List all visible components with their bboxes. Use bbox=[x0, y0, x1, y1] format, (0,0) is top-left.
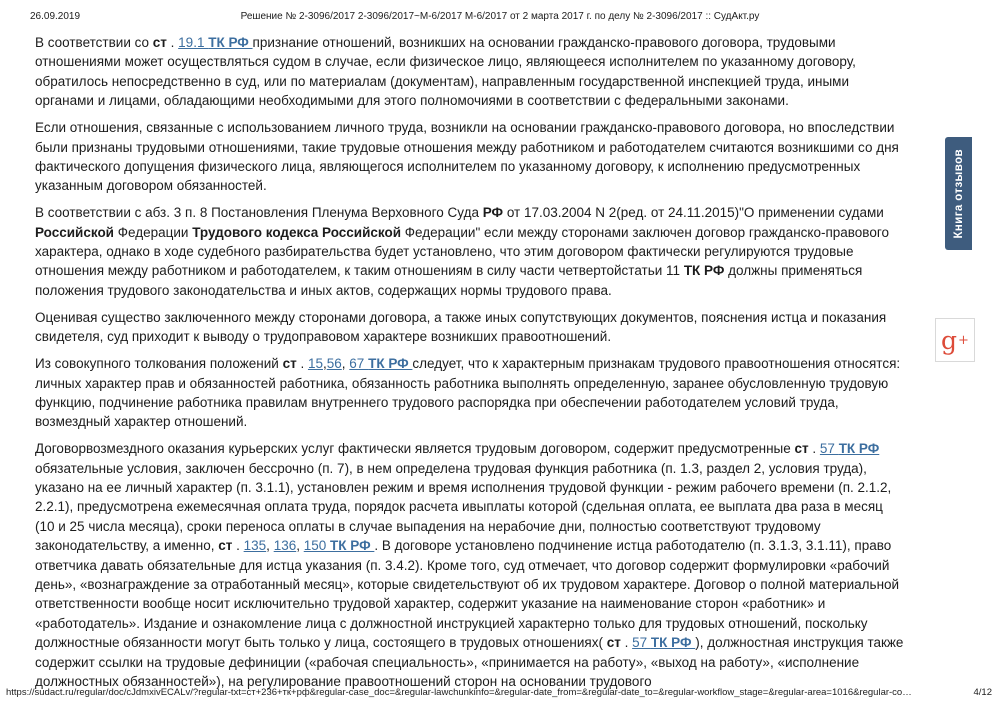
text-run: Федерации bbox=[113, 224, 193, 240]
text-run: Если отношения, связанные с использованием личного труда, возникли на основании гражданско-правового договора, но впоследствии были признаны трудовыми отношениями, такие трудовые отношения между работником и работодателем считаются возникшими со дня фактического допущения физического лица, являющегося исполнителем по указанному договору, к исполнению предусмотренных указанным договором обязанностей. bbox=[35, 120, 899, 194]
text-run: ст bbox=[794, 441, 809, 457]
law-article-link[interactable]: 67 bbox=[349, 356, 369, 372]
print-header bbox=[30, 11, 970, 25]
text-run: следует, что к характерным признакам трудового правоотношения относятся: личных характер прав и обязанностей работника, обязанность работника выполнять определенную, заранее обусловленную трудовую функцию, подчинение работника правилам внутреннего трудового распорядка при обеспечении работодателем условий труда, возмездный характер отношений. bbox=[35, 356, 901, 430]
text-run: ст bbox=[282, 356, 297, 372]
google-plus-icon: g bbox=[941, 325, 958, 355]
google-plus-share-button[interactable] bbox=[935, 318, 975, 362]
footer-url: https://sudact.ru/regular/doc/cJdmxivECALv/?regular-txt=ст+236+тк+рф&regular-case_doc=&regular-lawchunkinfo=&regular-date_from=&regular-date_to=&regular-workflow_stage=&regular-area=1016&regular-co… bbox=[6, 687, 912, 698]
law-article-link[interactable]: 136 bbox=[273, 538, 297, 554]
law-article-link[interactable]: ТК РФ bbox=[208, 35, 253, 50]
text-run: В соответствии со bbox=[35, 35, 153, 50]
law-article-link[interactable]: 19.1 bbox=[178, 35, 209, 50]
text-run: . В договоре установлено подчинение истца работодателю (п. 3.1.3, 3.1.11), право ответчика давать обязательные для истца указания (п. 3.4.2). Кроме того, суд отмечает, что договор содержит формулировки «рабочий день», «вознаграждение за отработанный месяц», которые свидетельствуют об их трудовом характере. Договор о полной материальной ответственности вообще носит исключительно трудовой характер, содержит указание на наименование сторон «работник» и «работодатель». Издание и ознакомление лица с должностной инструкцией характерно только для трудовых отношений, поскольку должностные обязанности могут быть только у лица, состоящего в трудовых отношениях( bbox=[35, 538, 900, 651]
text-run: Договорвозмездного оказания курьерских услуг фактически является трудовым договором, содержит предусмотренные bbox=[35, 441, 795, 457]
paragraph bbox=[35, 308, 905, 347]
paragraph bbox=[35, 118, 905, 196]
law-article-link[interactable]: 135 bbox=[243, 538, 267, 554]
text-run: от 17.03.2004 N 2(ред. от 24.11.2015)"О применении судами bbox=[503, 205, 884, 221]
law-article-link[interactable]: 15 bbox=[307, 356, 323, 372]
text-run: . bbox=[232, 538, 244, 554]
text-run: ст bbox=[606, 635, 621, 651]
law-article-link[interactable]: 57 bbox=[819, 441, 839, 457]
text-run: ст bbox=[152, 35, 167, 50]
text-run: ст bbox=[218, 538, 233, 554]
feedback-book-tab-label: Книга отзывов bbox=[952, 148, 965, 239]
document-body bbox=[35, 33, 905, 699]
text-run: обязательные условия, заключен бессрочно (п. 7), в нем определена трудовая функция работника (п. 1.3, раздел 2, условия труда), указано на ее личный характер (п. 3.1.1), установлен режим и время исполнения трудовой функции - режим рабочего времени (п. 2.1.2, 2.2.1), предусмотрена ежемесячная оплата труда, порядок расчета ивыплаты которой (сдельная оплата, ее выплата два раза в месяц (10 и 25 числа месяца), сроки переноса оплаты в случае выпадения на нерабочие дни, полностью соответствуют трудовому законодательству, а именно, bbox=[35, 460, 892, 554]
paragraph bbox=[35, 203, 905, 300]
law-article-link[interactable]: ТК РФ bbox=[650, 635, 696, 651]
text-run: должны применяться положения трудового законодательства и иных актов, содержащих нормы трудового права. bbox=[35, 263, 863, 298]
text-run: Трудового кодекса Российской bbox=[192, 224, 402, 240]
text-run: Российской bbox=[35, 224, 114, 240]
print-footer bbox=[6, 687, 992, 698]
law-article-link[interactable]: ТК РФ bbox=[368, 356, 413, 372]
text-run: . bbox=[620, 635, 633, 651]
text-run: РФ bbox=[482, 205, 504, 221]
document-title: Решение № 2-3096/2017 2-3096/2017~М-6/2017 М-6/2017 от 2 марта 2017 г. по делу № 2-3096/2017 :: СудАкт.ру bbox=[240, 11, 760, 22]
text-run: . bbox=[296, 356, 308, 372]
footer-page-number: 4/12 bbox=[973, 687, 992, 698]
text-run: В соответствии с абз. 3 п. 8 Постановления Пленума Верховного Суда bbox=[35, 205, 483, 221]
paragraph bbox=[35, 354, 905, 432]
print-date: 26.09.2019 bbox=[30, 11, 81, 22]
law-article-link[interactable]: 57 bbox=[632, 635, 651, 651]
text-run: ), должностная инструкция также содержит ссылки на трудовые дефиниции («рабочая специальность», «принимается на работу», «выход на работу», «исполнение должностных обязанностей»), на регулирование правоотношений сторон на основании трудового bbox=[35, 635, 904, 690]
text-run: ТК РФ bbox=[683, 263, 725, 279]
text-run: , bbox=[266, 538, 274, 554]
text-run: признание отношений, возникших на основании гражданско-правового договора, трудовыми отношениями может осуществляться судом в случае, если физическое лицо, являющееся исполнителем по указанному договору, обратилось непосредственно в суд, или по материалам (документам), направленным государственной инспекцией труда, иными органами и лицами, обладающими необходимыми для этого полномочиями в соответствии с федеральными законами. bbox=[35, 35, 856, 109]
text-run: Из совокупного толкования положений bbox=[35, 356, 283, 372]
feedback-book-tab[interactable] bbox=[945, 137, 972, 250]
text-run: . bbox=[166, 35, 179, 50]
paragraph bbox=[35, 33, 905, 111]
text-run: Федерации" если между сторонами заключен договор гражданско-правового характера, однако в ходе судебного разбирательства будет установлено, что этим договором фактически регулируются трудовые отношения между работником и работодателем, к таким отношениям в силу части четвертойстатьи 11 bbox=[35, 224, 889, 279]
text-run: , bbox=[341, 356, 350, 372]
google-plus-icon-plus: + bbox=[958, 332, 969, 348]
law-article-link[interactable]: ТК РФ bbox=[838, 441, 880, 457]
law-article-link[interactable]: 56 bbox=[326, 356, 342, 372]
law-article-link[interactable]: ТК РФ bbox=[330, 538, 375, 554]
law-article-link[interactable]: 150 bbox=[303, 538, 331, 554]
text-run: , bbox=[322, 356, 327, 372]
text-run: . bbox=[808, 441, 820, 457]
text-run: Оценивая существо заключенного между сторонами договора, а также иных сопутствующих документов, пояснения истца и показания свидетеля, суд приходит к выводу о трудоправовом характере возникших правоотношений. bbox=[35, 309, 887, 345]
paragraph bbox=[35, 439, 905, 691]
text-run: , bbox=[296, 538, 304, 554]
